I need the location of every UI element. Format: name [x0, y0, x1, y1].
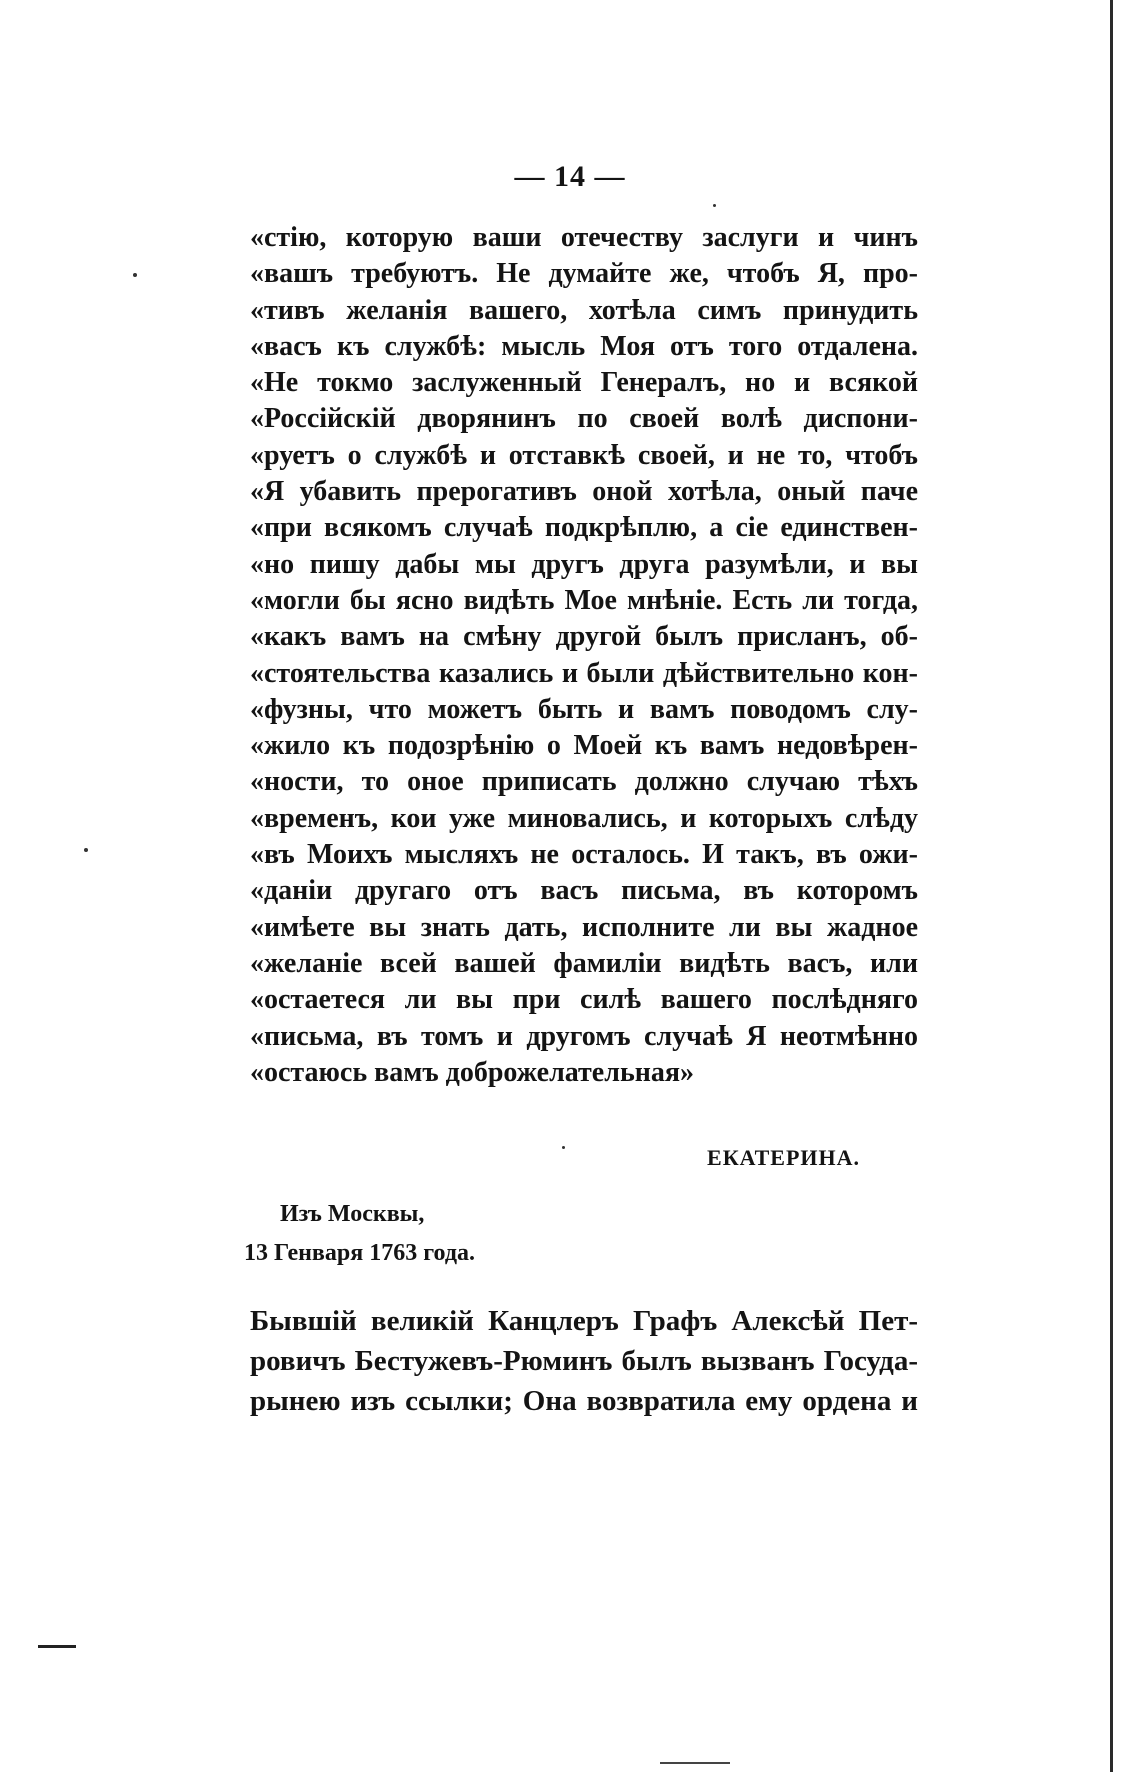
- paragraph-line: ровичъ Бестужевъ-Рюминъ былъ вызванъ Госуда-: [250, 1345, 918, 1377]
- letter-line: «руетъ о службѣ и отставкѣ своей, и не то, чтобъ: [250, 439, 918, 471]
- page-number: — 14 —: [514, 160, 626, 193]
- letter-line: «желаніе всей вашей фамиліи видѣть васъ, или: [250, 947, 918, 979]
- letter-line: «тивъ желанія вашего, хотѣла симъ принудить: [250, 294, 918, 326]
- ink-speck: [133, 273, 137, 277]
- letter-line: «даніи другаго отъ васъ письма, въ которомъ: [250, 875, 918, 907]
- letter-line: «могли бы ясно видѣть Мое мнѣніе. Есть ли тогда,: [250, 584, 918, 616]
- ink-speck: [84, 848, 88, 852]
- letter-line: «какъ вамъ на смѣну другой былъ присланъ, об-: [250, 621, 918, 653]
- left-margin-dash: [38, 1645, 76, 1648]
- letter-line: «въ Моихъ мысляхъ не осталось. И такъ, въ ожи-: [250, 839, 918, 871]
- letter-line: «Не токмо заслуженный Генералъ, но и всякой: [250, 367, 918, 399]
- letter-line: «письма, въ томъ и другомъ случаѣ Я неотмѣнно: [250, 1020, 918, 1052]
- paragraph-line: рынею изъ ссылки; Она возвратила ему ордена и: [250, 1385, 918, 1417]
- letter-line: «жило къ подозрѣнію о Моей къ вамъ недовѣрен-: [250, 730, 918, 762]
- letter-line: «стію, которую ваши отечеству заслуги и чинъ: [250, 222, 918, 253]
- letter-line: «стоятельства казались и были дѣйствительно кон-: [250, 657, 918, 689]
- place-line: Изъ Москвы,: [280, 1201, 425, 1227]
- letter-line: «при всякомъ случаѣ подкрѣплю, а сіе единствен-: [250, 512, 918, 544]
- letter-line: «Я убавить прерогативъ оной хотѣла, оный паче: [250, 476, 918, 508]
- letter-line: «ности, то оное приписать должно случаю тѣхъ: [250, 766, 918, 798]
- bottom-edge-rule: [660, 1762, 730, 1764]
- letter-line: «но пишу дабы мы другъ друга разумѣли, и вы: [250, 548, 918, 580]
- letter-line: «вашъ требуютъ. Не думайте же, чтобъ Я, про-: [250, 258, 918, 290]
- right-margin-rule: [1110, 0, 1113, 1772]
- letter-line: «остаетеся ли вы при силѣ вашего послѣдняго: [250, 984, 918, 1016]
- place-and-date: [244, 1195, 475, 1273]
- letter-line: «имѣете вы знать дать, исполните ли вы жадное: [250, 911, 918, 943]
- letter-line: «Россійскій дворянинъ по своей волѣ диспони-: [250, 403, 918, 435]
- ink-speck: [713, 204, 716, 207]
- letter-body: [250, 220, 918, 1091]
- letter-line-closing: «остаюсь вамъ доброжелательная»: [250, 1056, 695, 1088]
- letter-line: «фузны, что можетъ быть и вамъ поводомъ слу-: [250, 693, 918, 725]
- letter-line: «временъ, кои уже миновались, и которыхъ слѣду: [250, 802, 918, 834]
- letter-line: «васъ къ службѣ: мысль Моя отъ того отдалена.: [250, 330, 918, 362]
- narrative-paragraph: [250, 1301, 918, 1421]
- date-line: 13 Генваря 1763 года.: [244, 1240, 475, 1266]
- ink-speck: [562, 1146, 565, 1149]
- paragraph-line: Бывшій великій Канцлеръ Графъ Алексѣй Пет-: [250, 1305, 918, 1337]
- signature: ЕКАТЕРИНА.: [707, 1145, 860, 1170]
